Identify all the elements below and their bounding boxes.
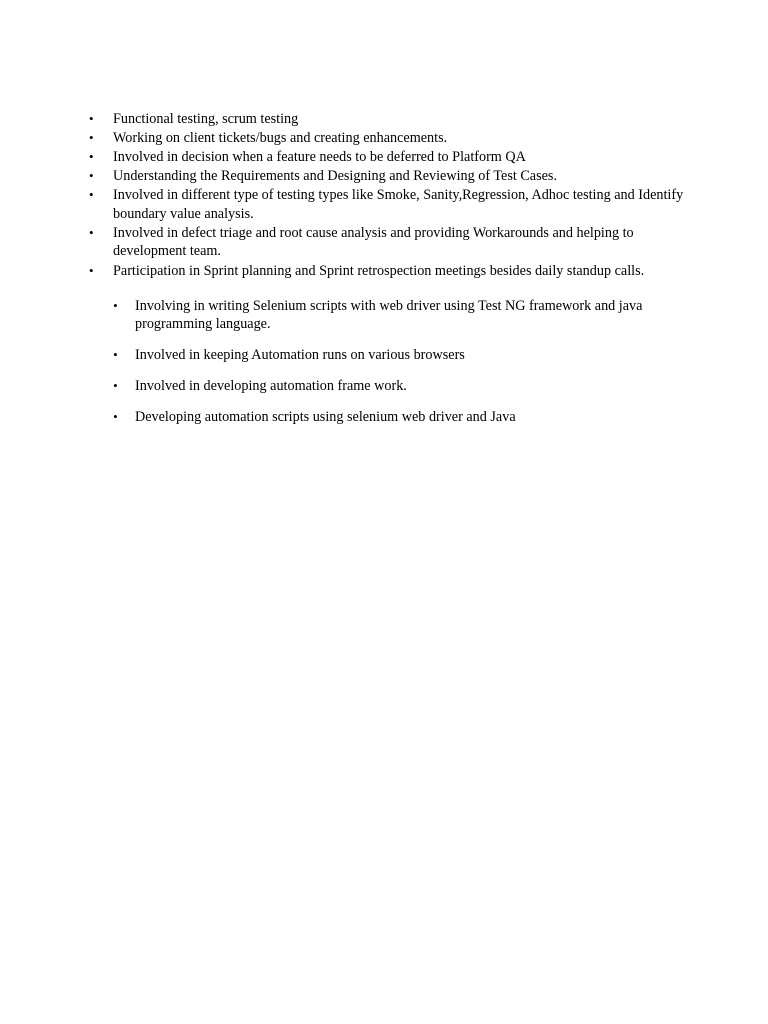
bullet-icon: • xyxy=(89,187,94,203)
bullet-icon: • xyxy=(89,111,94,126)
list-item-text: Understanding the Requirements and Designing and Reviewing of Test Cases. xyxy=(113,168,557,185)
bullet-icon: • xyxy=(113,409,118,424)
bullet-icon: • xyxy=(89,262,94,278)
list-item xyxy=(0,297,768,333)
list-item xyxy=(0,148,768,167)
list-item xyxy=(0,167,768,186)
list-item-text: Involved in developing automation frame work. xyxy=(135,378,407,394)
list-item xyxy=(0,186,768,223)
automation-list xyxy=(0,297,768,439)
list-item-text: Working on client tickets/bugs and creating enhancements. xyxy=(113,130,448,147)
list-item-text: Involving in writing Selenium scripts with web driver using Test NG framework and java programming language. xyxy=(135,298,643,332)
list-item xyxy=(0,110,768,129)
bullet-icon: • xyxy=(89,130,94,146)
list-item-text: Participation in Sprint planning and Sprint retrospection meetings besides daily standup calls. xyxy=(113,262,645,279)
list-item-text: Functional testing, scrum testing xyxy=(113,111,299,127)
list-item-text: Involved in different type of testing types like Smoke, Sanity,Regression, Adhoc testing and Identify boundary value analysis. xyxy=(113,187,684,222)
list-item-text: Involved in defect triage and root cause analysis and providing Workarounds and helping to development team. xyxy=(113,224,634,260)
list-item-text: Involved in decision when a feature needs to be deferred to Platform QA xyxy=(113,149,526,166)
list-item xyxy=(0,129,768,148)
bullet-icon: • xyxy=(89,149,94,165)
bullet-icon: • xyxy=(89,224,94,240)
list-item xyxy=(0,262,768,281)
bullet-icon: • xyxy=(89,168,94,184)
bullet-icon: • xyxy=(113,298,118,313)
list-item-text: Involved in keeping Automation runs on various browsers xyxy=(135,347,465,363)
list-item xyxy=(0,224,768,261)
list-item xyxy=(0,408,768,426)
bullet-icon: • xyxy=(113,347,118,362)
list-item-text: Developing automation scripts using selenium web driver and Java xyxy=(135,409,516,425)
bullet-icon: • xyxy=(113,378,118,393)
responsibilities-list xyxy=(0,110,768,281)
list-item xyxy=(0,346,768,364)
list-item xyxy=(0,377,768,395)
